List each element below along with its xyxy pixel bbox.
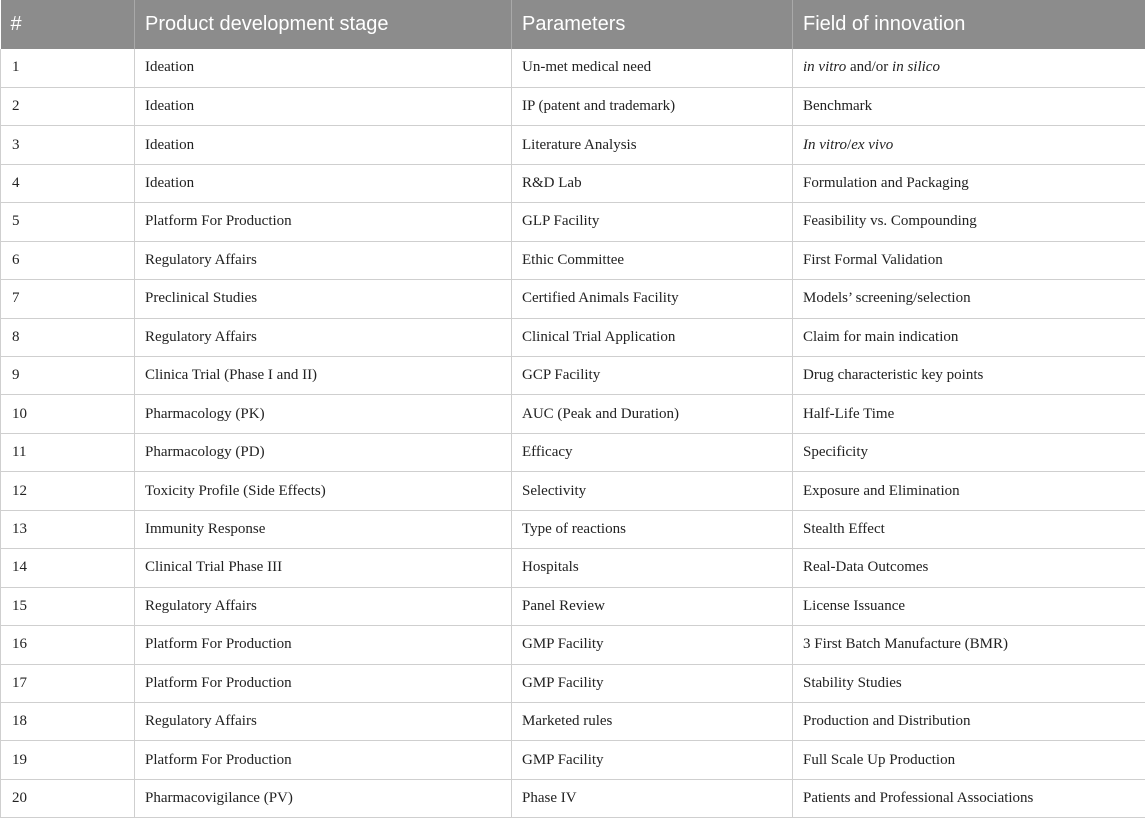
field-text-part: Production and Distribution <box>803 713 971 730</box>
field-text-part: Exposure and Elimination <box>803 482 960 499</box>
table-row <box>1 510 1145 548</box>
table-row <box>1 126 1145 164</box>
row-stage: Ideation <box>135 164 512 202</box>
row-parameter: GCP Facility <box>512 357 793 395</box>
row-stage: Ideation <box>135 126 512 164</box>
row-parameter: Hospitals <box>512 549 793 587</box>
row-number: 14 <box>1 549 135 587</box>
table-header-row <box>1 0 1145 49</box>
row-parameter: GMP Facility <box>512 626 793 664</box>
row-number: 20 <box>1 779 135 817</box>
row-stage: Platform For Production <box>135 664 512 702</box>
row-parameter: GMP Facility <box>512 664 793 702</box>
field-text-part: ex vivo <box>851 136 894 153</box>
row-stage: Regulatory Affairs <box>135 587 512 625</box>
row-field <box>793 49 1145 87</box>
field-text-part: and/or <box>846 59 893 76</box>
row-parameter: AUC (Peak and Duration) <box>512 395 793 433</box>
row-stage: Pharmacovigilance (PV) <box>135 779 512 817</box>
table-row <box>1 549 1145 587</box>
row-number: 16 <box>1 626 135 664</box>
row-number: 4 <box>1 164 135 202</box>
row-field <box>793 587 1145 625</box>
field-text-part: Claim for main indication <box>803 328 959 345</box>
row-number: 9 <box>1 357 135 395</box>
table-row <box>1 741 1145 779</box>
row-number: 12 <box>1 472 135 510</box>
row-field <box>793 280 1145 318</box>
table-row <box>1 587 1145 625</box>
row-stage: Regulatory Affairs <box>135 318 512 356</box>
field-text-part: License Issuance <box>803 597 906 614</box>
row-stage: Regulatory Affairs <box>135 241 512 279</box>
table-row <box>1 357 1145 395</box>
row-number: 6 <box>1 241 135 279</box>
row-stage: Pharmacology (PD) <box>135 433 512 471</box>
row-field <box>793 395 1145 433</box>
row-number: 1 <box>1 49 135 87</box>
row-stage: Platform For Production <box>135 203 512 241</box>
table-row <box>1 164 1145 202</box>
table-row <box>1 87 1145 125</box>
row-stage: Regulatory Affairs <box>135 702 512 740</box>
table-row <box>1 664 1145 702</box>
field-text-part: Formulation and Packaging <box>803 175 969 192</box>
row-parameter: Panel Review <box>512 587 793 625</box>
field-text-part: in silico <box>892 59 940 76</box>
row-number: 3 <box>1 126 135 164</box>
row-field <box>793 241 1145 279</box>
table-body <box>1 49 1145 818</box>
row-parameter: Marketed rules <box>512 702 793 740</box>
row-field <box>793 472 1145 510</box>
row-number: 2 <box>1 87 135 125</box>
field-text-part: Drug characteristic key points <box>803 367 984 384</box>
field-text-part: Real-Data Outcomes <box>803 559 929 576</box>
row-parameter: Clinical Trial Application <box>512 318 793 356</box>
field-text-part: Full Scale Up Production <box>803 751 956 768</box>
row-parameter: Selectivity <box>512 472 793 510</box>
row-stage: Preclinical Studies <box>135 280 512 318</box>
table-row <box>1 702 1145 740</box>
row-stage: Ideation <box>135 87 512 125</box>
header-stage: Product development stage <box>135 0 512 49</box>
field-text-part: First Formal Validation <box>803 251 943 268</box>
table-row <box>1 241 1145 279</box>
row-field <box>793 702 1145 740</box>
row-field <box>793 318 1145 356</box>
field-text-part: Feasibility vs. Compounding <box>803 213 977 230</box>
row-number: 13 <box>1 510 135 548</box>
row-field <box>793 203 1145 241</box>
table-row <box>1 472 1145 510</box>
field-text-part: in vitro <box>803 59 847 76</box>
table-row <box>1 395 1145 433</box>
field-text-part: Half-Life Time <box>803 405 895 422</box>
row-number: 18 <box>1 702 135 740</box>
row-field <box>793 779 1145 817</box>
row-field <box>793 626 1145 664</box>
field-text-part: Models’ screening/selection <box>803 290 971 307</box>
row-parameter: Un-met medical need <box>512 49 793 87</box>
row-field <box>793 87 1145 125</box>
row-field <box>793 357 1145 395</box>
field-text-part: 3 First Batch Manufacture (BMR) <box>803 636 1008 653</box>
row-parameter: GMP Facility <box>512 741 793 779</box>
field-text-part: Stealth Effect <box>803 520 885 537</box>
row-field <box>793 741 1145 779</box>
field-text-part: Specificity <box>803 444 868 461</box>
row-parameter: GLP Facility <box>512 203 793 241</box>
table-row <box>1 49 1145 87</box>
field-text-part: In vitro <box>803 136 848 153</box>
row-field <box>793 664 1145 702</box>
row-field <box>793 510 1145 548</box>
row-parameter: R&D Lab <box>512 164 793 202</box>
header-parameters: Parameters <box>512 0 793 49</box>
field-text-part: / <box>847 136 852 153</box>
table-row <box>1 433 1145 471</box>
row-parameter: Efficacy <box>512 433 793 471</box>
row-number: 17 <box>1 664 135 702</box>
row-stage: Clinical Trial Phase III <box>135 549 512 587</box>
row-stage: Toxicity Profile (Side Effects) <box>135 472 512 510</box>
row-number: 19 <box>1 741 135 779</box>
table-row <box>1 203 1145 241</box>
row-stage: Pharmacology (PK) <box>135 395 512 433</box>
row-field <box>793 164 1145 202</box>
row-stage: Ideation <box>135 49 512 87</box>
row-stage: Clinica Trial (Phase I and II) <box>135 357 512 395</box>
row-parameter: Phase IV <box>512 779 793 817</box>
row-number: 5 <box>1 203 135 241</box>
header-number: # <box>1 0 135 49</box>
row-parameter: Type of reactions <box>512 510 793 548</box>
row-number: 15 <box>1 587 135 625</box>
row-field <box>793 126 1145 164</box>
row-stage: Immunity Response <box>135 510 512 548</box>
field-text-part: Stability Studies <box>803 674 902 691</box>
table-row <box>1 318 1145 356</box>
row-number: 7 <box>1 280 135 318</box>
row-parameter: Literature Analysis <box>512 126 793 164</box>
row-number: 8 <box>1 318 135 356</box>
row-field <box>793 549 1145 587</box>
table-row <box>1 280 1145 318</box>
row-number: 11 <box>1 433 135 471</box>
row-stage: Platform For Production <box>135 626 512 664</box>
field-text-part: Benchmark <box>803 98 873 115</box>
row-field <box>793 433 1145 471</box>
row-number: 10 <box>1 395 135 433</box>
table-row <box>1 779 1145 817</box>
row-parameter: IP (patent and trademark) <box>512 87 793 125</box>
row-parameter: Certified Animals Facility <box>512 280 793 318</box>
table-row <box>1 626 1145 664</box>
field-text-part: Patients and Professional Associations <box>803 790 1034 807</box>
header-field: Field of innovation <box>793 0 1145 49</box>
row-parameter: Ethic Committee <box>512 241 793 279</box>
row-stage: Platform For Production <box>135 741 512 779</box>
